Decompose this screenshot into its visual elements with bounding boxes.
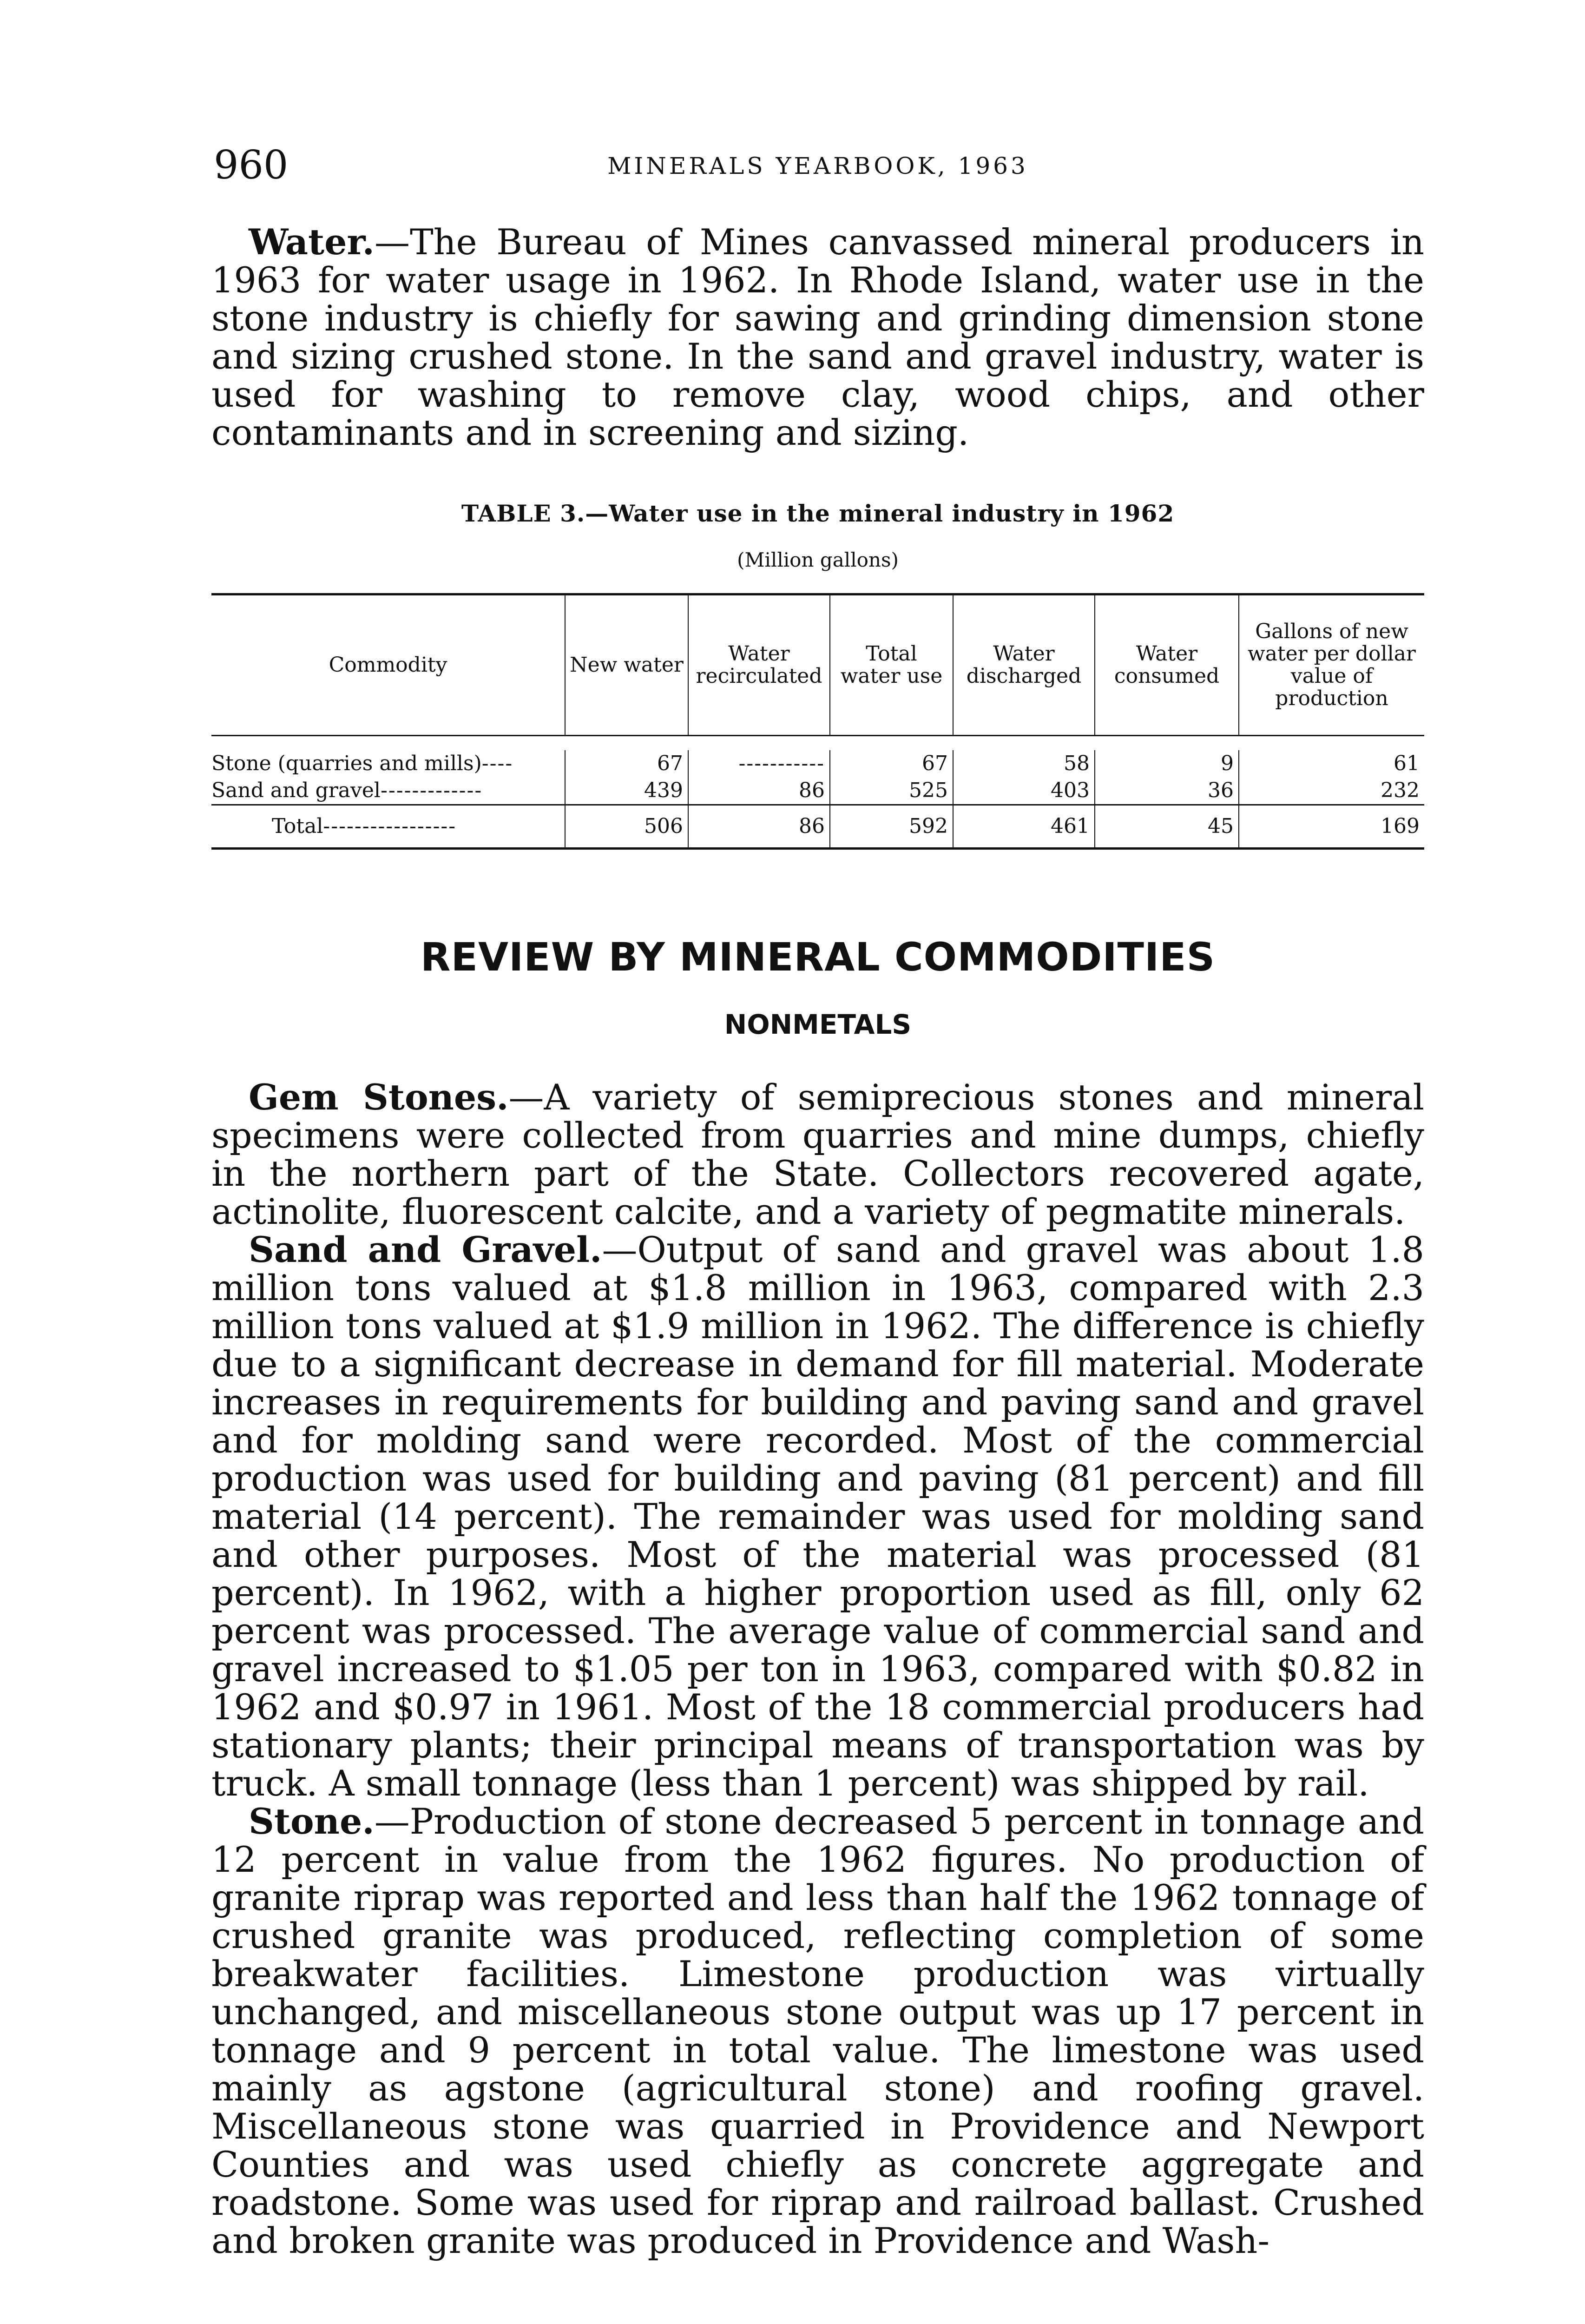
sand-gravel-paragraph xyxy=(211,1231,1424,1802)
water-paragraph xyxy=(211,223,1424,452)
gem-lead: Gem Stones. xyxy=(249,1076,509,1118)
sand-lead: Sand and Gravel. xyxy=(249,1229,602,1270)
col-header-new-water: New water xyxy=(565,595,688,735)
stone-paragraph xyxy=(211,1802,1424,2260)
water-use-table xyxy=(211,593,1424,850)
sand-text: —Output of sand and gravel was about 1.8 million tons valued at $1.8 million in 1963, compared with 2.3 million tons valued at $1.9 million in 1962. The difference is chiefly due to a significant decrease in demand for fill material. Moderate increases in requirements for building and paving sand and gravel and for molding sand were recorded. Most of the commercial production was used for building and paving (81 percent) and fill material (14 percent). The remainder was used for molding sand and other purposes. Most of the material was processed (81 percent). In 1962, with a higher proportion used as fill, only 62 percent was processed. The average value of commercial sand and gravel increased to $1.05 per ton in 1963, compared with $0.82 in 1962 and $0.97 in 1961. Most of the 18 commercial producers had stationary plants; their principal means of transportation was by truck. A small tonnage (less than 1 percent) was shipped by rail. xyxy=(211,1229,1424,1804)
water-lead: Water. xyxy=(249,221,375,263)
table-total-row: Total ----------------- 506 86 592 461 45 169 xyxy=(211,805,1424,847)
cell-new: 439 xyxy=(565,777,688,804)
stone-text: —Production of stone decreased 5 percent in tonnage and 12 percent in value from the 1962 figures. No production of granite riprap was reported and less than half the 1962 tonnage of crushed granite was produced, reflecting completion of some breakwater facilities. Limestone production was virtually unchanged, and miscellaneous stone output was up 17 percent in tonnage and 9 percent in total value. The limestone was used mainly as agstone (agricultural stone) and roofing gravel. Miscellaneous stone was quarried in Providence and Newport Counties and was used chiefly as concrete aggregate and roadstone. Some was used for riprap and railroad ballast. Crushed and broken granite was produced in Providence and Wash- xyxy=(211,1801,1424,2261)
col-header-gallons-per-dollar: Gallons of new water per dollar value of production xyxy=(1238,595,1424,735)
table-title: TABLE 3.—Water use in the mineral industry in 1962 xyxy=(461,500,1175,527)
section-heading-nonmetals: NONMETALS xyxy=(724,1009,912,1040)
col-header-discharged: Water discharged xyxy=(953,595,1094,735)
col-header-total-use: Total water use xyxy=(829,595,953,735)
running-title: MINERALS YEARBOOK, 1963 xyxy=(607,152,1028,179)
cell-recirc: 86 xyxy=(688,777,829,804)
cell-total: 525 xyxy=(829,777,953,804)
total-discharged: 461 xyxy=(953,805,1094,847)
total-consumed: 45 xyxy=(1094,805,1238,847)
cell-discharged: 58 xyxy=(953,750,1094,777)
stone-lead: Stone. xyxy=(249,1801,375,1842)
col-header-recirculated: Water recirculated xyxy=(688,595,829,735)
cell-discharged: 403 xyxy=(953,777,1094,804)
cell-consumed: 9 xyxy=(1094,750,1238,777)
total-label: Total xyxy=(272,814,323,838)
cell-gallons: 61 xyxy=(1238,750,1424,777)
total-total: 592 xyxy=(829,805,953,847)
table-row: Stone (quarries and mills) ---- 67 ----------- 67 58 9 61 xyxy=(211,736,1424,777)
total-new: 506 xyxy=(565,805,688,847)
gem-text: —A variety of semiprecious stones and mineral specimens were collected from quarries and mine dumps, chiefly in the northern part of the State. Collectors recovered agate, actinolite, fluorescent calcite, and a variety of pegmatite minerals. xyxy=(211,1076,1424,1232)
section-heading-review: REVIEW BY MINERAL COMMODITIES xyxy=(420,934,1216,980)
cell-consumed: 36 xyxy=(1094,777,1238,804)
cell-total: 67 xyxy=(829,750,953,777)
gem-stones-paragraph xyxy=(211,1078,1424,1231)
col-header-consumed: Water consumed xyxy=(1094,595,1238,735)
cell-new: 67 xyxy=(565,750,688,777)
page-number: 960 xyxy=(214,142,289,188)
table-header-row xyxy=(211,595,1424,736)
total-gallons: 169 xyxy=(1238,805,1424,847)
row-commodity: Sand and gravel xyxy=(211,779,381,802)
page-header xyxy=(214,142,1422,188)
commodity-paragraphs xyxy=(211,1078,1424,2260)
cell-recirc-blank: ----------- xyxy=(738,752,825,775)
col-header-commodity: Commodity xyxy=(329,653,447,677)
table-subtitle: (Million gallons) xyxy=(737,548,899,571)
total-recirc: 86 xyxy=(688,805,829,847)
table-row: Sand and gravel ------------- 439 86 525 403 36 232 xyxy=(211,777,1424,805)
row-commodity: Stone (quarries and mills) xyxy=(211,752,482,775)
cell-gallons: 232 xyxy=(1238,777,1424,804)
water-text: —The Bureau of Mines canvassed mineral producers in 1963 for water usage in 1962. In Rhode Island, water use in the stone industry is chiefly for sawing and grinding dimension stone and sizing crushed stone. In the sand and gravel industry, water is used for washing to remove clay, wood chips, and other contaminants and in screening and sizing. xyxy=(211,221,1424,453)
